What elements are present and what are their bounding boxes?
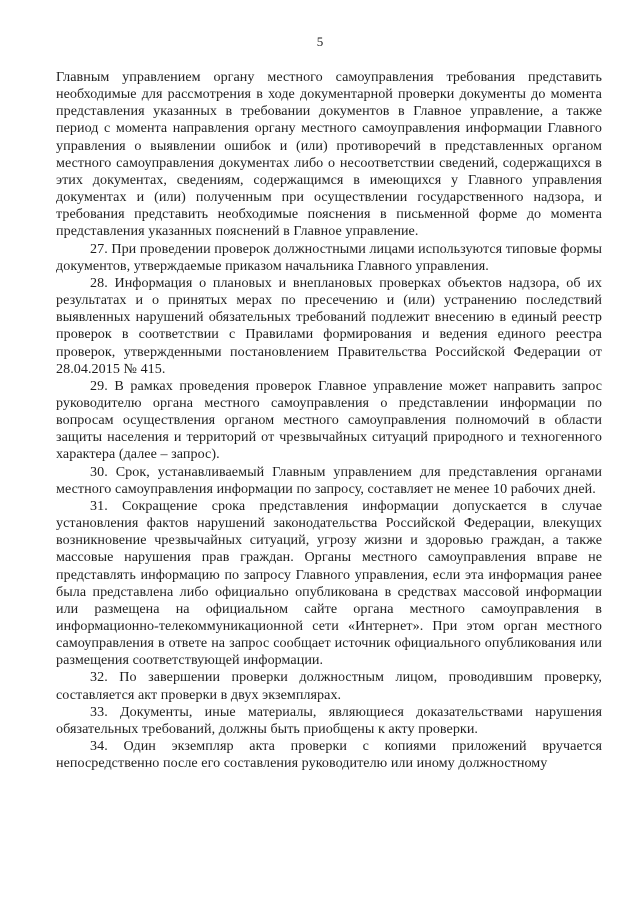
paragraph-28: 28. Информация о плановых и внеплановых проверках объектов надзора, об их результатах и о принятых мерах по пресечению и (или) устранению последствий выявленных нарушений обязательных требований подлежит внесению в единый реестр проверок в соответствии с Правилами формирования и ведения единого реестра проверок, утвержденными постановлением Правительства Российской Федерации от 28.04.2015 № 415. [56, 274, 602, 377]
paragraph-31: 31. Сокращение срока представления информации допускается в случае установления фактов нарушений законодательства Российской Федерации, влекущих возникновение чрезвычайных ситуаций, угрозу жизни и здоровью граждан, а также массовые нарушения прав граждан. Органы местного самоуправления вправе не представлять информацию по запросу Главного управления, если эта информация ранее была представлена либо официально опубликована в средствах массовой информации или размещена на официальном сайте органа местного самоуправления в информационно-телекоммуникационной сети «Интернет». При этом орган местного самоуправления в ответе на запрос сообщает источник официального опубликования или размещения соответствующей информации. [56, 497, 602, 669]
page-number: 5 [316, 34, 324, 49]
paragraph-33: 33. Документы, иные материалы, являющиеся доказательствами нарушения обязательных требований, должны быть приобщены к акту проверки. [56, 703, 602, 737]
paragraph-34: 34. Один экземпляр акта проверки с копиями приложений вручается непосредственно после его составления руководителю или иному должностному [56, 738, 602, 772]
paragraph-27: 27. При проведении проверок должностными лицами используются типовые формы документов, утверждаемые приказом начальника Главного управления. [56, 240, 602, 274]
paragraph-29: 29. В рамках проведения проверок Главное управление может направить запрос руководителю органа местного самоуправления о представлении информации по вопросам осуществления органом местного самоуправления полномочий в области защиты населения и территорий от чрезвычайных ситуаций природного и техногенного характера (далее – запрос). [56, 377, 602, 463]
paragraph-32: 32. По завершении проверки должностным лицом, проводившим проверку, составляется акт проверки в двух экземплярах. [56, 669, 602, 703]
paragraph-30: 30. Срок, устанавливаемый Главным управлением для представления органами местного самоуправления информации по запросу, составляет не менее 10 рабочих дней. [56, 463, 602, 497]
document-body [56, 69, 602, 772]
paragraph-continuation: Главным управлением органу местного самоуправления требования представить необходимые для рассмотрения в ходе документарной проверки документы до момента представления указанных в требовании документов в Главное управление, а также период с момента направления органу местного самоуправления информации Главного управления о выявлении ошибок и (или) противоречий в представленных органом местного самоуправления документах либо о несоответствии сведений, содержащихся в этих документах, сведениям, содержащимся в имеющихся у Главного управления документах и (или) полученным при осуществлении государственного надзора, и требования представить необходимые пояснения в письменной форме до момента представления указанных пояснений в Главное управление. [56, 69, 602, 240]
